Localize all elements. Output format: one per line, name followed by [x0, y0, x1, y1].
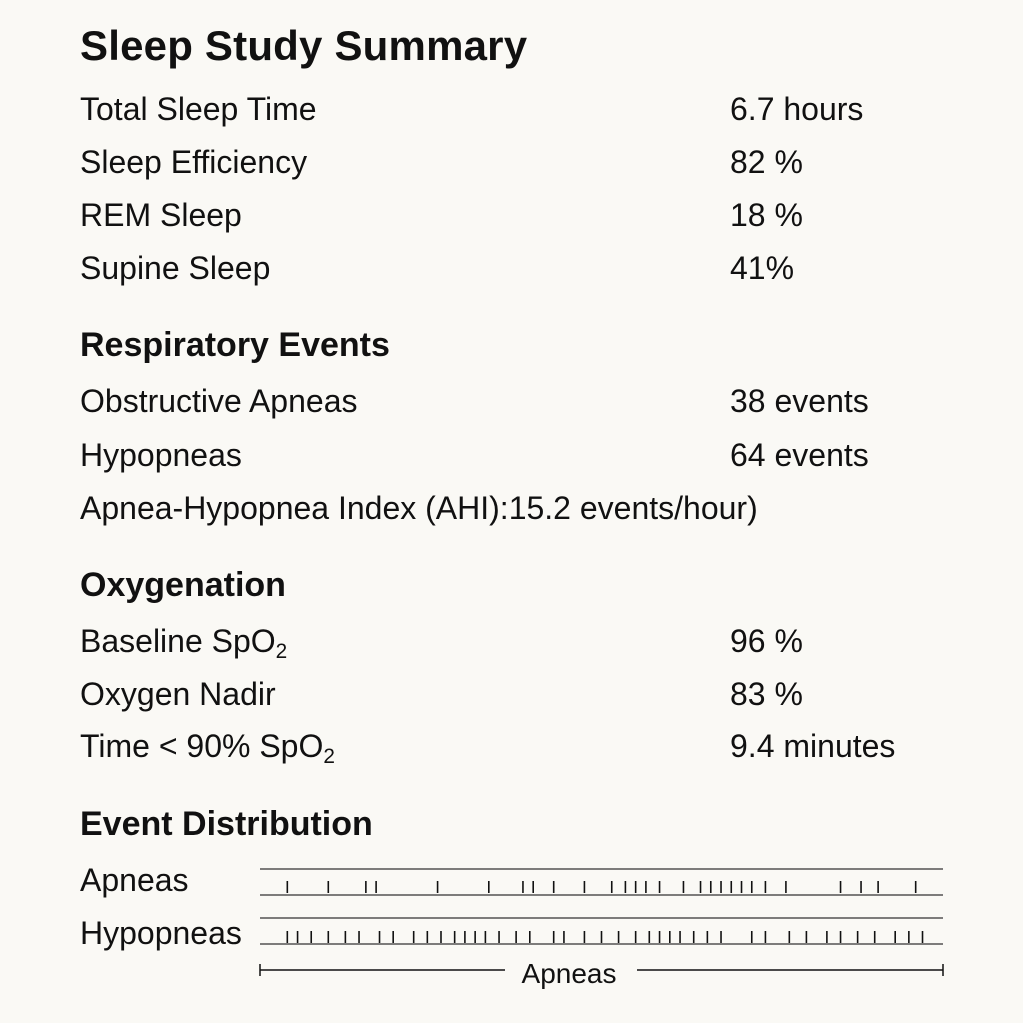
- hypopnea-track: [260, 918, 943, 944]
- row-value: 41%: [730, 250, 795, 286]
- axis-label: Apneas: [521, 958, 617, 989]
- ahi-text: Apnea-Hypopnea Index (AHI):15.2 events/hour): [80, 490, 758, 526]
- timeline-label-hypopneas: Hypopneas: [80, 915, 242, 951]
- timeline-label-apneas: Apneas: [80, 862, 189, 898]
- section-heading-respiratory: Respiratory Events: [80, 326, 390, 364]
- row-label: Sleep Efficiency: [80, 144, 308, 180]
- row-value: 82 %: [730, 144, 803, 180]
- row-value: 38 events: [730, 383, 869, 419]
- row-label: Supine Sleep: [80, 250, 271, 286]
- row-value: 96 %: [730, 623, 803, 659]
- row-value: 6.7 hours: [730, 91, 864, 127]
- row-label: Oxygen Nadir: [80, 676, 276, 712]
- row-label: Time < 90% SpO$_2$: [80, 728, 335, 769]
- row-value: 64 events: [730, 437, 869, 473]
- row-label: Baseline SpO$_2$: [80, 623, 288, 664]
- time-axis: [260, 958, 943, 989]
- apnea-track: [260, 869, 943, 895]
- section-heading-oxygenation: Oxygenation: [80, 566, 286, 604]
- row-label: Obstructive Apneas: [80, 383, 358, 419]
- row-label: Total Sleep Time: [80, 91, 317, 127]
- row-value: 9.4 minutes: [730, 728, 896, 764]
- row-label: REM Sleep: [80, 197, 242, 233]
- row-value: 18 %: [730, 197, 803, 233]
- row-value: 83 %: [730, 676, 803, 712]
- row-label: Hypopneas: [80, 437, 242, 473]
- page-title: Sleep Study Summary: [80, 22, 528, 69]
- section-heading-distribution: Event Distribution: [80, 805, 373, 843]
